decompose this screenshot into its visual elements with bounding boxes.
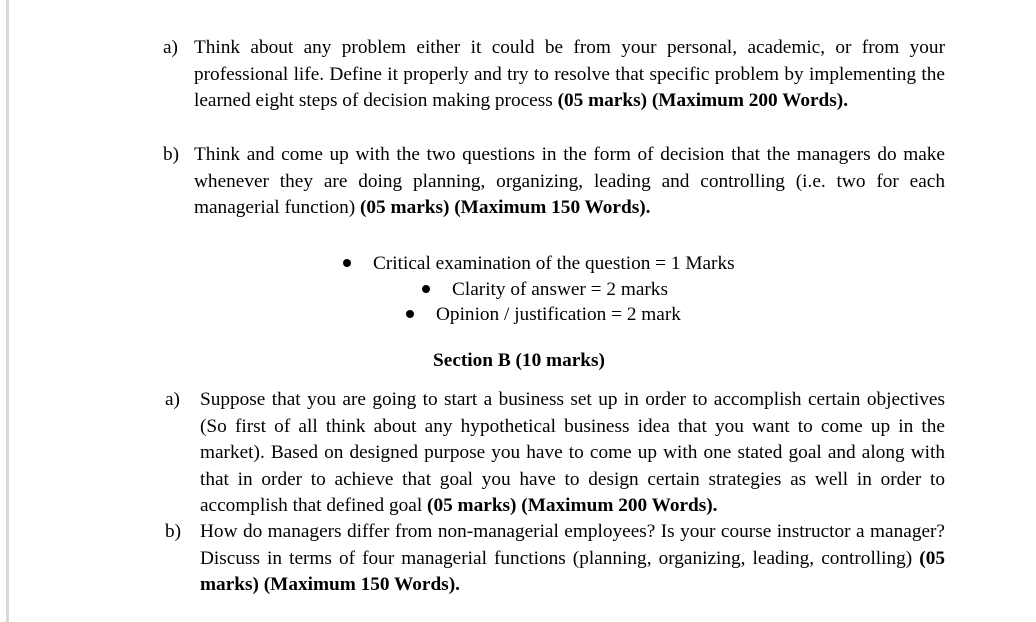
criteria-text: Opinion / justification = 2 mark (436, 304, 681, 325)
question-label: a) (163, 37, 178, 58)
criteria-item (343, 251, 735, 276)
question-marks: (05 marks) (Maximum 150 Words). (359, 197, 651, 218)
question-text: Think and come up with the two questions in the form of decision that the managers do make whenever they are doing planning, organizing, leading and controlling (i.e. two for each managerial function) (194, 144, 945, 218)
question-text: Think about any problem either it could be from your personal, academic, or from your professional life. Define it properly and try to resolve that specific problem by implementing the learned eight steps of decision making process (194, 37, 945, 111)
bullet-icon (406, 310, 414, 318)
question-text: Suppose that you are going to start a business set up in order to accomplish certain objectives (So first of all think about any hypothetical business idea that you want to come up in the market). Based on designed purpose you have to come up with one stated goal and along with that in order to achieve that goal you have to design certain strategies as well in order to accomplish that defined goal (200, 389, 945, 516)
bullet-icon (343, 259, 351, 267)
question-label: b) (163, 144, 180, 165)
question-marks: (05 marks) (Maximum 150 Words). (200, 547, 945, 595)
question-text: How do managers differ from non-managerial employees? Is your course instructor a manager? Discuss in terms of four managerial functions (planning, organizing, leading, controlling) (200, 521, 945, 569)
criteria-text: Critical examination of the question = 1 Marks (373, 253, 735, 274)
criteria-item (422, 277, 668, 302)
section-b-label: Section B (10 marks) (433, 350, 605, 371)
question-body (194, 142, 945, 222)
section-b-title (0, 350, 1036, 372)
left-border-line (6, 0, 9, 622)
criteria-item (406, 302, 681, 327)
question-body (194, 35, 945, 115)
question-body (200, 519, 945, 599)
question-marks: (05 marks) (Maximum 200 Words). (557, 90, 849, 111)
question-label: b) (165, 521, 182, 542)
question-marks: (05 marks) (Maximum 200 Words). (427, 495, 718, 516)
question-body (200, 387, 945, 520)
question-label: a) (165, 389, 180, 410)
bullet-icon (422, 285, 430, 293)
criteria-text: Clarity of answer = 2 marks (452, 279, 668, 300)
